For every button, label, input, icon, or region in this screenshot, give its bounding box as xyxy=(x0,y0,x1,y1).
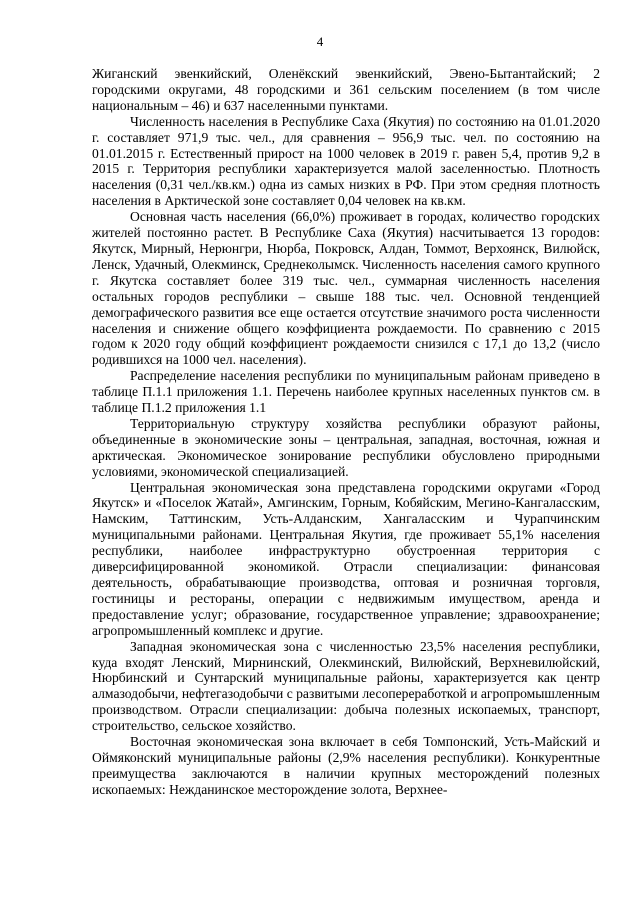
paragraph-population: Численность населения в Республике Саха (Якутия) по состоянию на 01.01.2020 г. составляет 971,9 тыс. чел., для сравнения – 956,9 тыс. чел. по состоянию на 01.01.2015 г. Естественный прирост на 1000 человек в 2019 г. равен 5,4, против 9,2 в 2015 г. Территория республики характеризуется малой заселенностью. Плотность населения (0,31 чел./кв.км.) одна из самых низких в РФ. При этом средняя плотность населения в Арктической зоне составляет 0,04 человек на кв.км. xyxy=(92,113,600,209)
paragraph-eastern-zone: Восточная экономическая зона включает в себя Томпонский, Усть-Майский и Оймяконский муниципальные районы (2,9% населения республики). Конкурентные преимущества заключаются в наличии крупных месторождений полезных ископаемых: Нежданинское месторождение золота, Верхнее- xyxy=(92,734,600,797)
paragraph-district-list-continuation: Жиганский эвенкийский, Оленёкский эвенкийский, Эвено-Бытантайский; 2 городскими округами, 48 городскими и 361 сельским поселением (в том числе национальным – 46) и 637 населенными пунктами. xyxy=(92,66,600,113)
page-number: 4 xyxy=(316,34,324,49)
paragraph-western-zone: Западная экономическая зона с численностью 23,5% населения республики, куда входят Ленский, Мирнинский, Олекминский, Вилюйский, Верхневилюйский, Нюрбинский и Сунтарский муниципальные районы, характеризуется как центр алмазодобычи, нефтегазодобычи с развитыми лесопереработкой и агропромышленным производством. Отрасли специализации: добыча полезных ископаемых, транспорт, строительство, сельское хозяйство. xyxy=(92,638,600,734)
paragraph-central-zone: Центральная экономическая зона представлена городскими округами «Город Якутск» и «Поселок Жатай», Амгинским, Горным, Кобяйским, Мегино-Кангаласским, Намским, Таттинским, Усть-Алданским, Хангаласским и Чурапчинским муниципальными районами. Центральная Якутия, где проживает 55,1% населения республики, наиболее инфраструктурно обустроенная территория с диверсифицированной экономикой. Отрасли специализации: финансовая деятельность, обрабатывающие производства, оптовая и розничная торговля, гостиницы и рестораны, операции с недвижимым имуществом, аренда и предоставление услуг; образование, государственное управление; здравоохранение; агропромышленный комплекс и другие. xyxy=(92,479,600,638)
paragraph-distribution-reference: Распределение населения республики по муниципальным районам приведено в таблице П.1.1 приложения 1.1. Перечень наиболее крупных населенных пунктов см. в таблице П.1.2 приложения 1.1 xyxy=(92,368,600,416)
body-text xyxy=(92,66,600,798)
paragraph-urban-population: Основная часть населения (66,0%) проживает в городах, количество городских жителей постоянно растет. В Республике Саха (Якутия) насчитывается 13 городов: Якутск, Мирный, Нерюнгри, Нюрба, Покровск, Алдан, Томмот, Верхоянск, Вилюйск, Ленск, Удачный, Олекминск, Среднеколымск. Численность населения самого крупного г. Якутска составляет более 319 тыс. чел., суммарная численность населения остальных городов республики – свыше 188 тыс. чел. Основной тенденцией демографического развития все еще остается отсутствие значимого роста численности населения и снижение общего коэффициента рождаемости. По сравнению с 2015 годом к 2020 году общий коэффициент рождаемости снизился с 17,1 до 13,2 (число родившихся на 1000 чел. населения). xyxy=(92,209,600,368)
paragraph-economic-zones: Территориальную структуру хозяйства республики образуют районы, объединенные в экономические зоны – центральная, западная, восточная, южная и арктическая. Экономическое зонирование республики обусловлено природными условиями, экономической специализацией. xyxy=(92,415,600,479)
